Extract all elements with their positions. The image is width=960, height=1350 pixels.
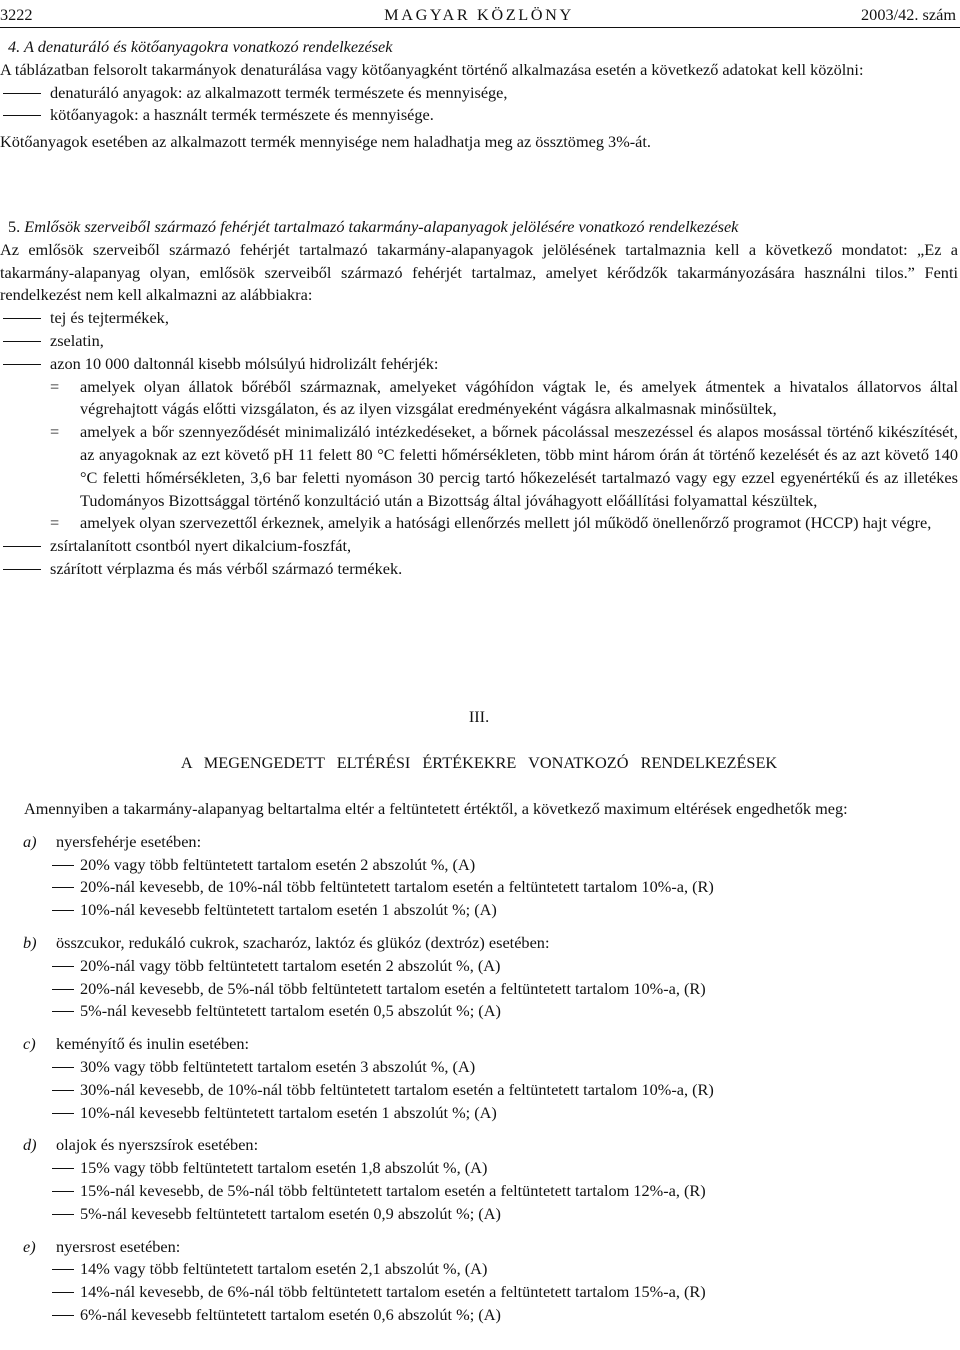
section-4-intro: A táblázatban felsorolt takarmányok denaturálása vagy kötőanyagként történő alkalmazása esetén a következő adatokat kell közölni: xyxy=(0,59,864,79)
equal-item-text: amelyek olyan szervezettől érkeznek, amelyik a hatósági ellenőrzés mellett jól működő önellenőrző programot (HCCP) hajt végre, xyxy=(80,513,932,533)
tolerance-item: 10%-nál kevesebb feltüntetett tartalom esetén 1 abszolút %; (A) xyxy=(0,1102,958,1125)
tolerance-item: 14%-nál kevesebb, de 6%-nál több feltüntetett tartalom esetén a feltüntetett tartalom 15%-a, (R) xyxy=(0,1281,958,1304)
equal-marker: = xyxy=(50,376,60,396)
section-4-title: 4. A denaturáló és kötőanyagokra vonatkozó rendelkezések xyxy=(8,37,393,56)
section-iii-body xyxy=(0,798,958,1327)
section-4-item: kötőanyagok: a használt termék természete és mennyisége. xyxy=(0,104,958,127)
equal-item xyxy=(0,376,958,422)
tolerance-item: 20% vagy több feltüntetett tartalom esetén 2 abszolút %, (A) xyxy=(0,854,958,877)
section-5-item: zsírtalanított csontból nyert dikalcium-foszfát, xyxy=(0,535,958,558)
group-a xyxy=(0,831,958,922)
section-iii-intro: Amennyiben a takarmány-alapanyag beltartalma eltér a feltüntetett értéktől, a következő maximum eltérések engedhetők meg: xyxy=(24,799,848,818)
equal-item-text: amelyek a bőr szennyeződését minimalizáló intézkedéseket, a bőrnek pácolással meszezéssel és alapos mosással történő kikészítését, az anyagoknak az ezt követő pH 11 felett 80 °C feletti hőmérsékleten, több mint három órán át történő kezelését és az azt követő 140 °C feletti hőmérsékleten, 3,6 bar feletti nyomáson 30 percig tartó hőkezelését tartalmazó vagy egy ezzel egyenértékű és az illetékes Tudományos Bizottsággal történő konzultáció után a Bizottság által jóváhagyott előállítási folyamattal készültek, xyxy=(80,422,958,510)
section-iii-roman: III. xyxy=(468,707,490,726)
tolerance-item: 15% vagy több feltüntetett tartalom esetén 1,8 abszolút %, (A) xyxy=(0,1157,958,1180)
equal-item xyxy=(0,421,958,512)
group-letter: a) xyxy=(23,831,37,851)
group-label xyxy=(0,831,958,854)
group-letter: b) xyxy=(23,932,37,952)
section-iii-title-wrap xyxy=(0,752,958,775)
section-iii xyxy=(0,706,958,729)
tolerance-item: 5%-nál kevesebb feltüntetett tartalom esetén 0,5 abszolút %; (A) xyxy=(0,1000,958,1023)
section-4-note: Kötőanyagok esetében az alkalmazott termék mennyisége nem haladhatja meg az össztömeg 3%-át. xyxy=(0,132,651,152)
issue-number: 2003/42. szám xyxy=(861,5,956,24)
header-rule xyxy=(0,27,960,28)
group-d xyxy=(0,1134,958,1225)
group-label xyxy=(0,932,958,955)
group-label-text: olajok és nyerszsírok esetében: xyxy=(56,1135,259,1155)
section-5-item: szárított vérplazma és más vérből származó termékek. xyxy=(0,558,958,581)
group-label-text: nyersfehérje esetében: xyxy=(56,831,202,851)
section-5-intro: Az emlősök szerveiből származó fehérjét tartalmazó takarmány-alapanyagok jelölésének tartalmaznia kell a következő mondatot: „Ez a takarmány-alapanyag olyan, emlősök szerveiből származó fehérjét tartalmaz, amelyet kérődzők takarmányozására használni tilos.” Fenti rendelkezést nem kell alkalmazni az alábbiakra: xyxy=(0,239,958,305)
page-number: 3222 xyxy=(0,5,33,24)
equal-marker: = xyxy=(50,422,60,442)
group-label-text: keményítő és inulin esetében: xyxy=(56,1034,250,1054)
tolerance-item: 15%-nál kevesebb, de 5%-nál több feltüntetett tartalom esetén a feltüntetett tartalom 12%-a, (R) xyxy=(0,1180,958,1203)
group-label-text: nyersrost esetében: xyxy=(56,1236,181,1256)
tolerance-item: 10%-nál kevesebb feltüntetett tartalom esetén 1 abszolút %; (A) xyxy=(0,899,958,922)
page-header xyxy=(0,4,958,28)
group-label xyxy=(0,1134,958,1157)
tolerance-item: 20%-nál kevesebb, de 5%-nál több feltüntetett tartalom esetén a feltüntetett tartalom 10%-a, (R) xyxy=(0,978,958,1001)
tolerance-item: 30% vagy több feltüntetett tartalom esetén 3 abszolút %, (A) xyxy=(0,1056,958,1079)
section-5-item: tej és tejtermékek, xyxy=(0,307,958,330)
group-label xyxy=(0,1033,958,1056)
section-5-heading xyxy=(0,216,958,239)
section-5-number: 5. xyxy=(8,217,21,236)
tolerance-item: 30%-nál kevesebb, de 10%-nál több feltüntetett tartalom esetén a feltüntetett tartalom 10%-a, (R) xyxy=(0,1079,958,1102)
equal-marker: = xyxy=(50,513,60,533)
section-iii-title: A MEGENGEDETT ELTÉRÉSI ÉRTÉKEKRE VONATKOZÓ RENDELKEZÉSEK xyxy=(180,753,778,772)
group-letter: d) xyxy=(23,1135,37,1155)
equal-item-text: amelyek olyan állatok bőréből származnak, amelyeket vágóhídon vágtak le, és amelyek átmentek a hivatalos állatorvos által végrehajtott vágás előtti vizsgálaton, és az ilyen vizsgálat eredményeként vágásra alkalmasnak minősültek, xyxy=(80,376,958,419)
group-e xyxy=(0,1236,958,1327)
group-letter: c) xyxy=(23,1034,36,1054)
section-5-item: azon 10 000 daltonnál kisebb mólsúlyú hidrolizált fehérjék: xyxy=(0,353,958,376)
tolerance-item: 20%-nál kevesebb, de 10%-nál több feltüntetett tartalom esetén a feltüntetett tartalom 10%-a, (R) xyxy=(0,876,958,899)
section-5 xyxy=(0,216,958,581)
group-label xyxy=(0,1236,958,1259)
tolerance-item: 20%-nál vagy több feltüntetett tartalom esetén 2 abszolút %, (A) xyxy=(0,955,958,978)
equal-item xyxy=(0,512,958,535)
section-5-title: Emlősök szerveiből származó fehérjét tartalmazó takarmány-alapanyagok jelölésére vonatkozó rendelkezések xyxy=(24,217,739,236)
tolerance-item: 6%-nál kevesebb feltüntetett tartalom esetén 0,6 abszolút %; (A) xyxy=(0,1304,958,1327)
group-b xyxy=(0,932,958,1023)
section-4 xyxy=(0,36,958,154)
tolerance-item: 5%-nál kevesebb feltüntetett tartalom esetén 0,9 abszolút %; (A) xyxy=(0,1203,958,1226)
section-5-item: zselatin, xyxy=(0,330,958,353)
tolerance-item: 14% vagy több feltüntetett tartalom esetén 2,1 abszolút %, (A) xyxy=(0,1258,958,1281)
journal-title: MAGYAR KÖZLÖNY xyxy=(384,5,574,24)
section-4-item: denaturáló anyagok: az alkalmazott termék természete és mennyisége, xyxy=(0,82,958,105)
group-letter: e) xyxy=(23,1236,36,1256)
group-label-text: összcukor, redukáló cukrok, szacharóz, laktóz és glükóz (dextróz) esetében: xyxy=(56,932,550,952)
group-c xyxy=(0,1033,958,1124)
